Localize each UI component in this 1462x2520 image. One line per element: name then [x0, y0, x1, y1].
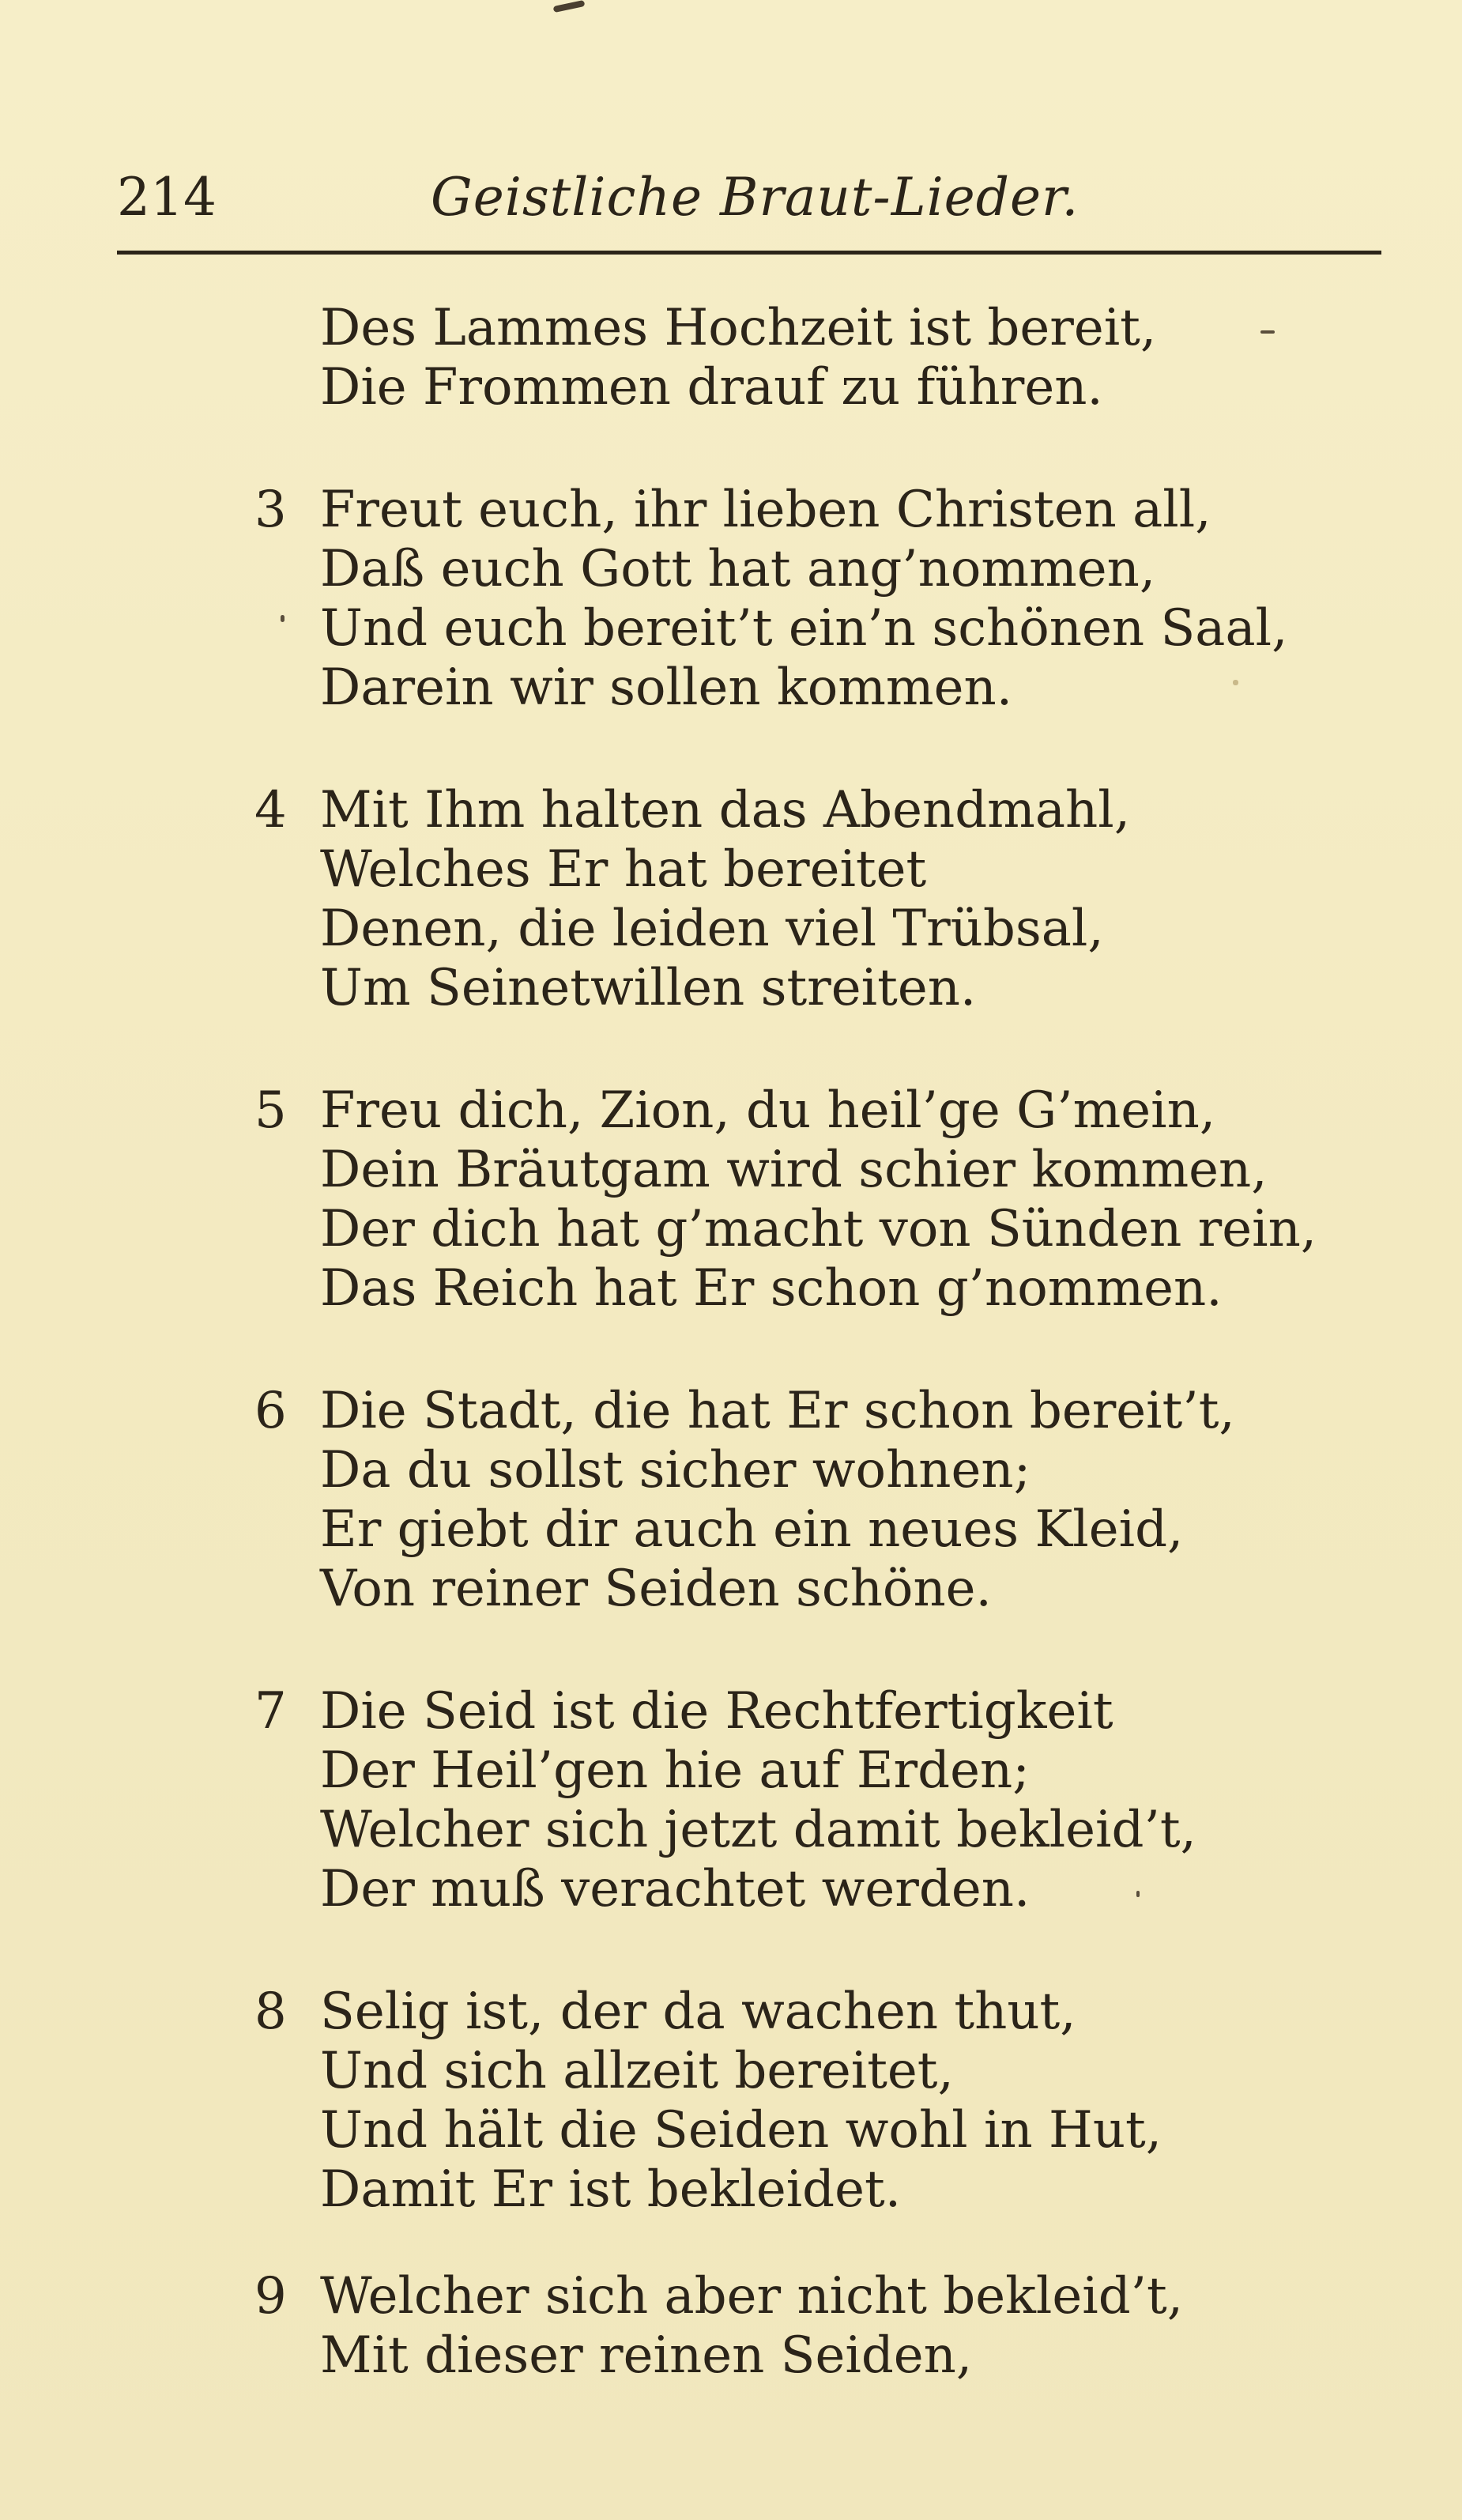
stray-mark: [1233, 680, 1238, 685]
verse-line: Denen, die leiden viel Trübsal,: [320, 900, 1104, 958]
stanza-number: 3: [254, 481, 287, 539]
verse-line: Daß euch Gott hat ang’nommen,: [320, 540, 1156, 598]
verse-line: Welches Er hat bereitet: [320, 840, 927, 899]
stanza-number: 6: [254, 1382, 287, 1440]
verse-line: Freu dich, Zion, du heil’ge G’mein,: [320, 1081, 1216, 1140]
verse-line: Welcher sich jetzt damit bekleid’t,: [320, 1801, 1196, 1859]
stanza-number: 4: [254, 781, 287, 839]
verse-line: Des Lammes Hochzeit ist bereit,: [320, 299, 1157, 357]
verse-line: Um Seinetwillen streiten.: [320, 959, 977, 1017]
stanza-number: 5: [254, 1081, 287, 1140]
verse-line: Selig ist, der da wachen thut,: [320, 1982, 1076, 2041]
verse-line: Der dich hat g’macht von Sünden rein,: [320, 1200, 1317, 1258]
verse-line: Die Seid ist die Rechtfertigkeit: [320, 1682, 1113, 1741]
header-rule: [117, 251, 1381, 255]
verse-line: Freut euch, ihr lieben Christen all,: [320, 481, 1211, 539]
page-number: 214: [117, 167, 217, 228]
stanza-number: 9: [254, 2267, 287, 2326]
stray-mark: [1136, 1891, 1140, 1897]
verse-line: Welcher sich aber nicht bekleid’t,: [320, 2267, 1184, 2326]
verse-line: Die Frommen drauf zu führen.: [320, 358, 1103, 417]
stanza-number: 7: [254, 1682, 287, 1741]
verse-line: Und euch bereit’t ein’n schönen Saal,: [320, 599, 1288, 658]
verse-line: Dein Bräutgam wird schier kommen,: [320, 1141, 1268, 1199]
verse-line: Die Stadt, die hat Er schon bereit’t,: [320, 1382, 1235, 1440]
verse-line: Und hält die Seiden wohl in Hut,: [320, 2101, 1162, 2160]
verse-line: Der muß verachtet werden.: [320, 1860, 1031, 1918]
verse-line: Darein wir sollen kommen.: [320, 658, 1013, 717]
ink-speck: [553, 0, 586, 13]
verse-line: Von reiner Seiden schöne.: [320, 1560, 992, 1618]
stray-mark: [281, 615, 284, 622]
stanza-number: 8: [254, 1982, 287, 2041]
verse-line: Der Heil’gen hie auf Erden;: [320, 1741, 1030, 1800]
verse-line: Mit Ihm halten das Abendmahl,: [320, 781, 1131, 839]
verse-line: Mit dieser reinen Seiden,: [320, 2326, 973, 2385]
running-title: Geistliche Braut-Lieder.: [431, 167, 1080, 228]
verse-line: Das Reich hat Er schon g’nommen.: [320, 1259, 1223, 1318]
verse-line: Er giebt dir auch ein neues Kleid,: [320, 1500, 1184, 1559]
verse-line: Da du sollst sicher wohnen;: [320, 1441, 1031, 1500]
verse-line: Und sich allzeit bereitet,: [320, 2042, 954, 2100]
stray-mark: [1260, 330, 1275, 334]
verse-line: Damit Er ist bekleidet.: [320, 2160, 902, 2219]
